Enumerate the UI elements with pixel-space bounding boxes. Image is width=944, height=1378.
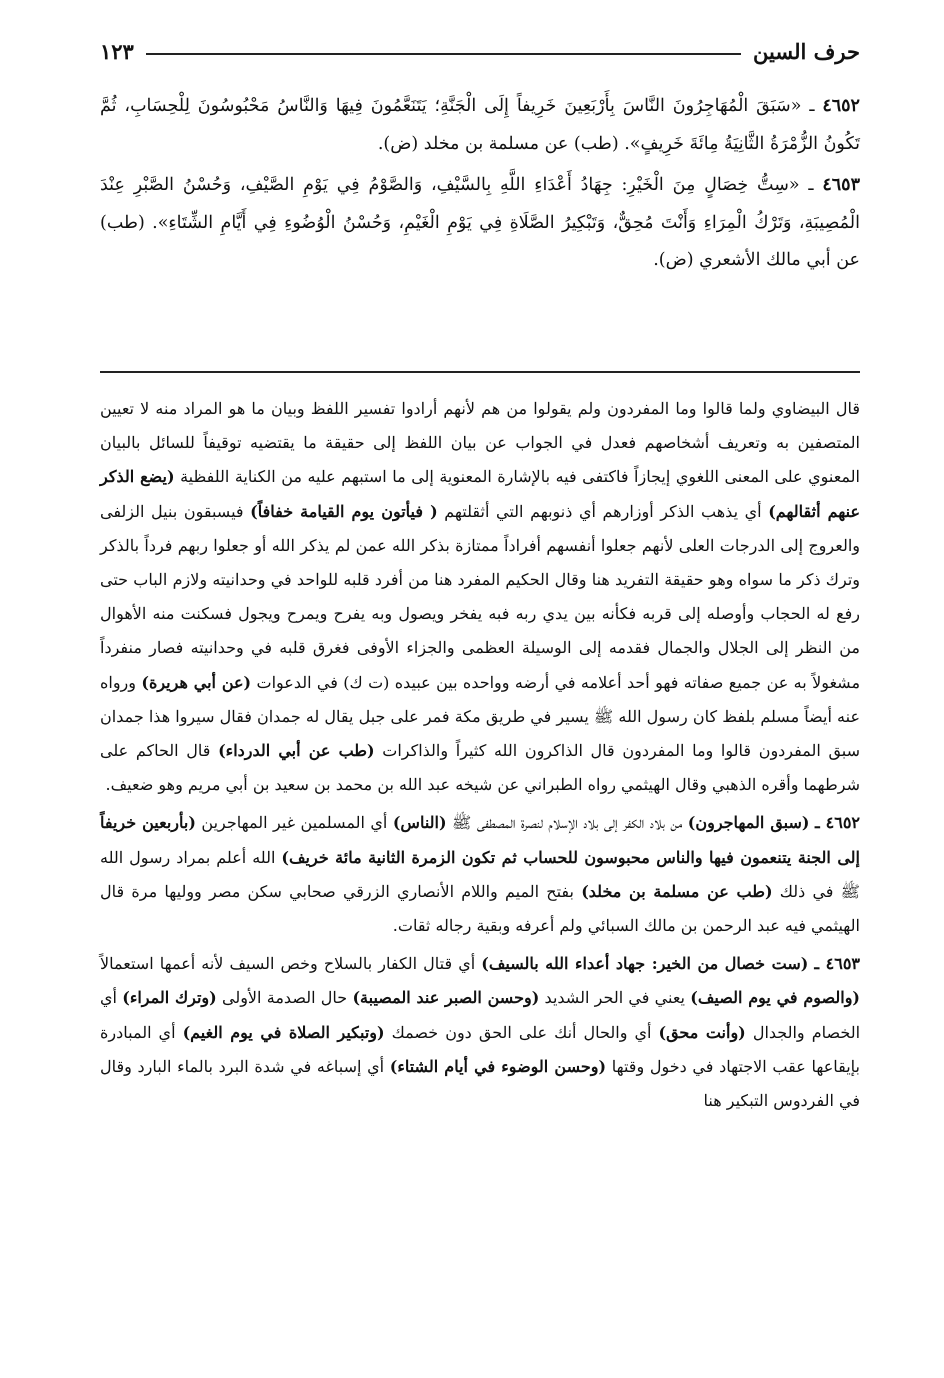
commentary-4652: [100, 806, 860, 943]
hadith-4653: [100, 167, 860, 280]
commentary-number: ٤٦٥٢ ـ: [814, 813, 860, 833]
commentary-text: فيسبقون بنيل الزلفى والعروج إلى الدرجات العلى لأنهم جعلوا أنفسهم أفراداً ممتازة بذكر الله عمن لم يذكر الله أو جعلوا ربهم فرداً بالذكر وترك ذكر ما سواه وهو حقيقة التفريد هنا وقال الحكيم المفرد هنا من أفرد قلبه للواحد في وحدانيته ولازم الباب حتى رفع له الحجاب وأوصله إلى قربه فكأنه بين يدي ربه فبه يفخر ويصول وبه يفرح ويمرح ويجول فسكنت منه الأهوال من النظر إلى الجلال والجمال فقدمه إلى الوسيلة العظمى والجزاء الأوفى فغرق قلبه في وحدانيته فصار منفرداً مشغولاً به عن جميع صفاته فهو أحد أعلامه في أرضه وواحده بين عبيده (ت ك) في الدعوات: [100, 501, 861, 692]
commentary-4653: [100, 947, 860, 1118]
commentary-quote: (يضع الذكر عنهم أثقالهم): [100, 467, 860, 521]
hadith-body: «سِتُّ خِصَالٍ مِنَ الْخَيْرِ: جِهَادُ أَعْدَاءِ اللَّهِ بِالسَّيْفِ، وَالصَّوْمُ فِي يَوْمِ الصَّيْفِ، وَحُسْنُ الصَّبْرِ عِنْدَ الْمُصِيبَةِ، وَتَرْكُ الْمِرَاءِ وَأَنْتَ مُحِقٌّ، وَتَبْكِيرُ الصَّلَاةِ فِي يَوْمِ الْغَيْمِ، وَحُسْنُ الْوُضُوءِ فِي أَيَّامِ الشِّتَاءِ». (طب) عن أبي مالك الأشعري (ض).: [100, 175, 860, 270]
commentary-quote: ( فيأتون يوم القيامة خفافاً): [250, 501, 438, 521]
commentary-quote: (وترك المراء): [122, 988, 217, 1008]
commentary-quote: (طب عن مسلمة بن مخلد): [581, 881, 773, 901]
commentary-text: قال البيضاوي ولما قالوا وما المفردون ولم يقولوا من هم لأنهم أرادوا تفسير اللفظ وبيان ما هو المراد منه لا تعيين المتصفين به وتعريف أشخاصهم فعدل في الجواب عن بيان اللفظ إلى حقيقة ما يقتضيه توقيفاً للسائل بالبيان المعنوي على المعنى اللغوي إيجازاً فاكتفى فيه بالإشارة المعنوية إلى ما استبهم عليه من الكناية اللفظية: [100, 399, 860, 487]
hadith-number: ٤٦٥٢: [822, 96, 860, 116]
commentary-quote: (سبق المهاجرون): [687, 813, 810, 833]
commentary-number: ٤٦٥٣ ـ: [814, 954, 861, 974]
hadith-number: ٤٦٥٣: [822, 175, 860, 195]
page-header: [100, 34, 860, 68]
commentary-quote: (طب عن أبي الدرداء): [218, 741, 375, 761]
commentary-text: أي إسباغه في شدة البرد بالماء البارد وقال في الفردوس التبكير هنا: [100, 1056, 860, 1111]
commentary-text: أي المبادرة بإيقاعها عقب الاجتهاد في دخول وقتها: [100, 1022, 861, 1076]
commentary-quote: (وتبكير الصلاة في يوم الغيم): [182, 1022, 385, 1042]
section-divider: [100, 371, 860, 373]
commentary-quote: (والصوم في يوم الصيف): [690, 988, 861, 1008]
commentary-text: بفتح الميم واللام الأنصاري الزرقي صحابي سكن مصر ووليها مرة قال الهيثمي فيه عبد الرحمن بن مالك السبائي ولم أعرفه وبقية رجاله ثقات.: [100, 881, 860, 936]
commentary-quote: (وحسن الوضوء في أيام الشتاء): [389, 1056, 607, 1076]
commentary-text: من بلاد الكفر إلى بلاد الإسلام لنصرة المصطفى ﷺ: [446, 813, 688, 833]
page-number: ١٢٣: [100, 38, 134, 64]
commentary-text: أي والحال أنك على الحق دون خصمك: [384, 1022, 659, 1042]
hadith-text-section: [100, 88, 860, 284]
commentary-text: أي الخصام والجدال: [100, 988, 861, 1042]
chapter-title: حرف السين: [753, 38, 860, 64]
commentary-text: ورواه عنه أيضاً مسلم بلفظ كان رسول الله ﷺ يسير في طريق مكة فمر على جبل يقال له جمدان فقال سيروا هذا جمدان سبق المفردون قالوا وما المفردون قال الذاكرون الله كثيراً والذاكرات: [100, 672, 861, 761]
commentary-text: أي قتال الكفار بالسلاح وخص السيف لأنه أعمها استعمالاً: [100, 954, 482, 974]
commentary-quote: (ست خصال من الخير: جهاد أعداء الله بالسيف): [481, 954, 809, 974]
hadith-dash: ـ: [801, 96, 815, 116]
commentary-quote: (الناس): [392, 813, 447, 833]
commentary-text: حال الصدمة الأولى: [216, 988, 353, 1008]
commentary-text: أي المسلمين غير المهاجرين: [195, 813, 393, 833]
hadith-body: «سَبَقَ الْمُهَاجِرُونَ النَّاسَ بِأَرْبَعِينَ خَرِيفاً إِلَى الْجَنَّةِ؛ يَتَنَعَّمُونَ فِيهَا وَالنَّاسُ مَحْبُوسُونَ لِلْحِسَابِ، ثُمَّ تَكُونُ الزُّمْرَةُ الثَّانِيَةُ مِائَةَ خَرِيفٍ». (طب) عن مسلمة بن مخلد (ض).: [100, 96, 860, 154]
commentary-text: قال الحاكم على شرطهما وأقره الذهبي وقال الهيثمي رواه الطبراني عن شيخه عبد الله بن محمد بن سعيد بن أبي مريم وهو ضعيف.: [100, 741, 860, 795]
commentary-quote: (بأربعين خريفاً إلى الجنة يتنعمون فيها والناس محبوسون للحساب ثم تكون الزمرة الثانية مائة خريف): [100, 813, 861, 867]
header-rule: [146, 53, 741, 55]
commentary-quote: (وأنت محق): [658, 1022, 746, 1042]
commentary-section: [100, 392, 860, 1122]
hadith-dash: ـ: [799, 175, 814, 195]
commentary-text: يعني في الحر الشديد: [539, 988, 691, 1008]
commentary-text: أي يذهب الذكر أوزارهم أي ذنوبهم التي أثقلتهم: [437, 501, 769, 521]
commentary-quote: (عن أبي هريرة): [141, 672, 252, 692]
commentary-intro: [100, 392, 860, 802]
commentary-quote: (وحسن الصبر عند المصيبة): [352, 988, 540, 1008]
commentary-text: الله أعلم بمراد رسول الله ﷺ في ذلك: [100, 847, 860, 901]
hadith-4652: [100, 88, 860, 163]
